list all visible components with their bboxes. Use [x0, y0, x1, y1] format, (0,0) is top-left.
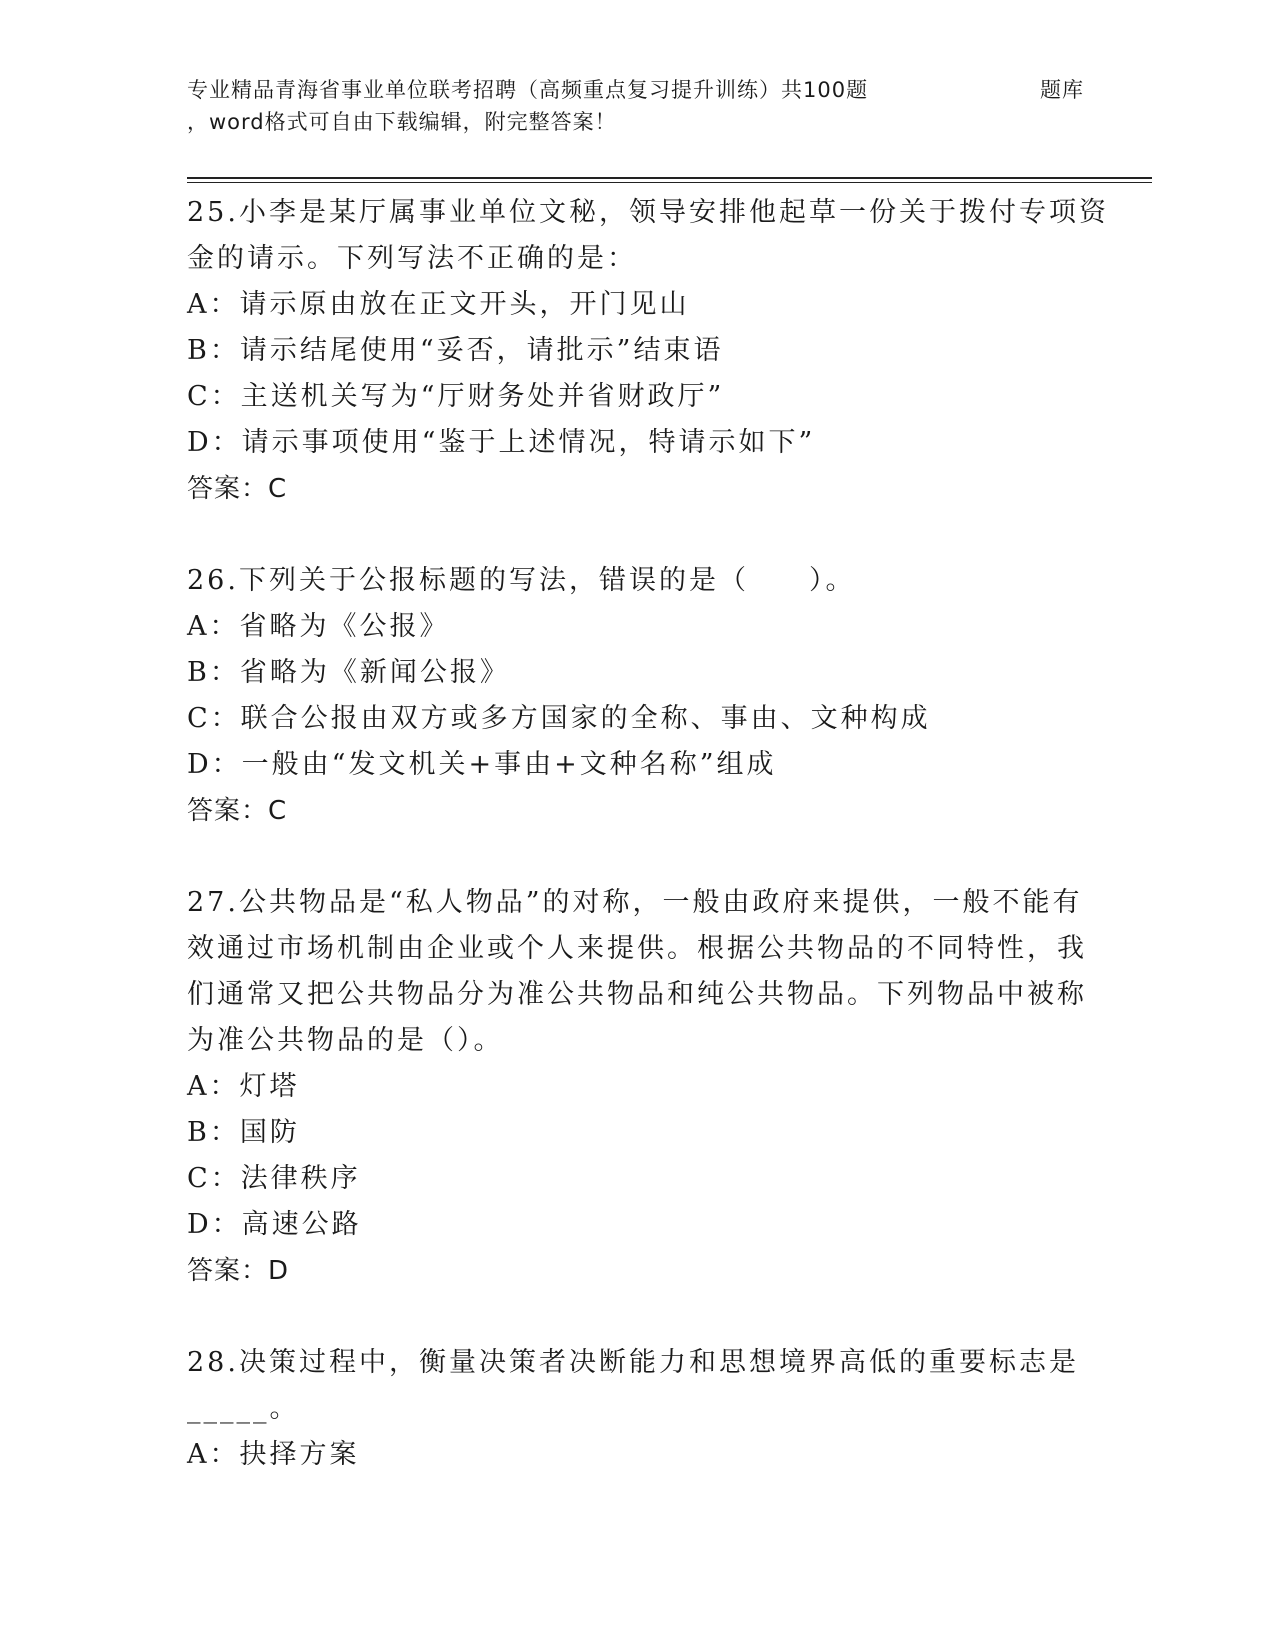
option-a: A：请示原由放在正文开头，开门见山: [187, 289, 690, 320]
option-b: B：国防: [187, 1117, 300, 1148]
question-text-line: 效通过市场机制由企业或个人来提供。根据公共物品的不同特性，我: [187, 933, 1087, 964]
question-text-line: 金的请示。下列写法不正确的是：: [187, 243, 637, 274]
question-text-line: 27.公共物品是“私人物品”的对称，一般由政府来提供，一般不能有: [187, 887, 1083, 918]
option-d: D：高速公路: [187, 1209, 362, 1240]
option-d: D：一般由“发文机关+事由+文种名称”组成: [187, 749, 777, 780]
question-28: [187, 1340, 1087, 1478]
option-a: A：省略为《公报》: [187, 611, 450, 642]
question-text-line: 28.决策过程中，衡量决策者决断能力和思想境界高低的重要标志是: [187, 1347, 1079, 1378]
option-c: C：联合公报由双方或多方国家的全称、事由、文种构成: [187, 703, 931, 734]
header-divider-thick: [187, 177, 1152, 179]
question-text-line: 26.下列关于公报标题的写法，错误的是（ ）。: [187, 565, 856, 596]
question-25: [187, 190, 1109, 512]
header-subtitle: ，word格式可自由下载编辑，附完整答案！: [187, 110, 617, 134]
header-title: 专业精品青海省事业单位联考招聘（高频重点复习提升训练）共100题: [187, 78, 869, 102]
option-d: D：请示事项使用“鉴于上述情况，特请示如下”: [187, 427, 816, 458]
option-c: C：主送机关写为“厅财务处并省财政厅”: [187, 381, 725, 412]
question-26: [187, 558, 1087, 834]
answer: 答案：C: [187, 796, 288, 826]
option-c: C：法律秩序: [187, 1163, 361, 1194]
header-divider-thin: [187, 182, 1152, 183]
question-text-line: 为准公共物品的是（）。: [187, 1025, 504, 1056]
answer: 答案：C: [187, 474, 288, 504]
question-text-line: _____。: [187, 1393, 300, 1424]
option-a: A：灯塔: [187, 1071, 300, 1102]
option-a: A：抉择方案: [187, 1439, 360, 1470]
document-header: [187, 74, 1147, 138]
question-27: [187, 880, 1087, 1294]
header-line-1: [187, 74, 1147, 106]
question-text-line: 们通常又把公共物品分为准公共物品和纯公共物品。下列物品中被称: [187, 979, 1087, 1010]
option-b: B：省略为《新闻公报》: [187, 657, 510, 688]
question-text-line: 25.小李是某厅属事业单位文秘，领导安排他起草一份关于拨付专项资: [187, 197, 1109, 228]
answer: 答案：D: [187, 1256, 290, 1286]
option-b: B：请示结尾使用“妥否，请批示”结束语: [187, 335, 724, 366]
header-title-suffix: 题库: [1040, 78, 1084, 102]
question-list: [187, 190, 1109, 1524]
